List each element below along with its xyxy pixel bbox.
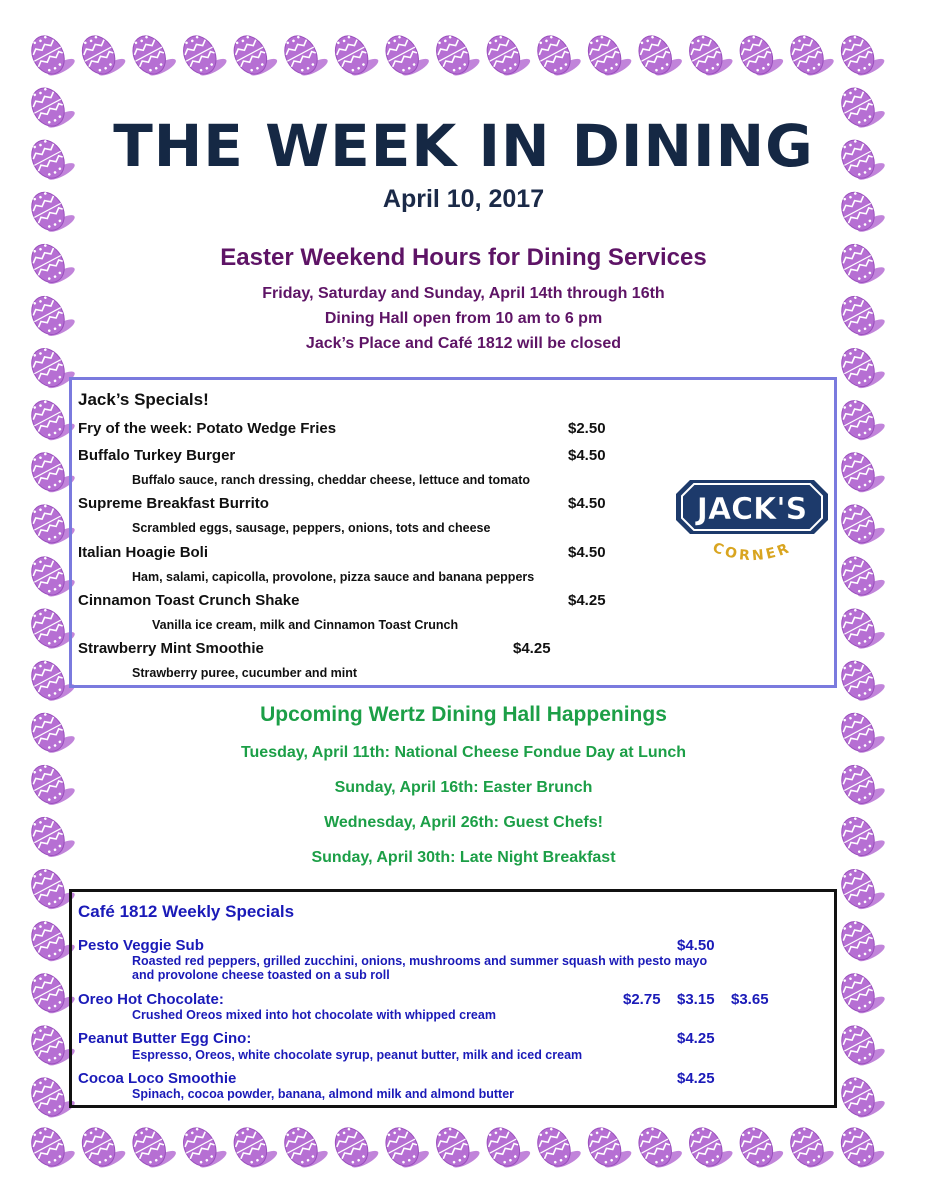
issue-date: April 10, 2017 xyxy=(382,185,545,213)
menu-item-name: Fry of the week: Potato Wedge Fries xyxy=(78,420,337,437)
easter-egg-icon xyxy=(835,444,887,498)
menu-item-price: $4.25 xyxy=(677,1030,715,1047)
menu-item-price: $4.50 xyxy=(568,544,606,561)
menu-item-description: Ham, salami, capicolla, provolone, pizza sauce and banana peppers xyxy=(132,570,535,584)
easter-egg-icon xyxy=(380,27,432,81)
easter-egg-icon xyxy=(633,1119,685,1173)
easter-egg-icon xyxy=(25,1119,77,1173)
logo-main-text: JACK'S xyxy=(696,492,808,527)
easter-egg-icon xyxy=(531,1119,583,1173)
easter-egg-icon xyxy=(228,1119,280,1173)
easter-egg-icon xyxy=(835,601,887,655)
easter-egg-icon xyxy=(835,861,887,915)
easter-egg-icon xyxy=(481,1119,533,1173)
menu-item-description: Espresso, Oreos, white chocolate syrup, peanut butter, milk and iced cream xyxy=(132,1048,583,1062)
menu-item-description: Scrambled eggs, sausage, peppers, onions, tots and cheese xyxy=(132,521,491,535)
menu-item-description: Vanilla ice cream, milk and Cinnamon Toast Crunch xyxy=(152,618,459,632)
easter-egg-icon xyxy=(76,27,128,81)
easter-egg-icon xyxy=(835,27,887,81)
wertz-event: Wednesday, April 26th: Guest Chefs! xyxy=(324,814,603,831)
easter-egg-icon xyxy=(835,1069,887,1123)
easter-egg-icon xyxy=(835,496,887,550)
easter-egg-icon xyxy=(228,27,280,81)
menu-item-price: $4.25 xyxy=(677,1070,715,1087)
wertz-event: Tuesday, April 11th: National Cheese Fondue Day at Lunch xyxy=(240,744,687,761)
menu-item-price: $4.25 xyxy=(513,640,551,657)
menu-item-price: $4.25 xyxy=(568,592,606,609)
easter-egg-icon xyxy=(784,1119,836,1173)
menu-item-name: Pesto Veggie Sub xyxy=(78,937,204,954)
easter-egg-icon xyxy=(76,1119,128,1173)
menu-item-name: Buffalo Turkey Burger xyxy=(78,447,236,464)
menu-item-price: $4.50 xyxy=(568,495,606,512)
menu-item-name: Oreo Hot Chocolate: xyxy=(78,991,224,1008)
easter-egg-icon xyxy=(835,965,887,1019)
menu-item-price: $3.65 xyxy=(731,991,769,1008)
easter-egg-icon xyxy=(835,1017,887,1071)
menu-item-description: Roasted red peppers, grilled zucchini, onions, mushrooms and summer squash with pesto mayo xyxy=(132,954,708,968)
menu-item-name: Cinnamon Toast Crunch Shake xyxy=(78,592,300,609)
easter-egg-icon xyxy=(430,1119,482,1173)
menu-item-name: Strawberry Mint Smoothie xyxy=(78,640,264,657)
menu-item-description: Spinach, cocoa powder, banana, almond milk and almond butter xyxy=(132,1087,515,1101)
menu-item-description: Crushed Oreos mixed into hot chocolate with whipped cream xyxy=(132,1008,496,1022)
easter-egg-icon xyxy=(430,27,482,81)
easter-egg-icon xyxy=(582,1119,634,1173)
menu-item-price: $4.50 xyxy=(568,447,606,464)
cafe-1812-specials-box xyxy=(69,889,837,1108)
easter-egg-icon xyxy=(683,1119,735,1173)
easter-egg-icon xyxy=(329,1119,381,1173)
menu-item-name: Italian Hoagie Boli xyxy=(78,544,209,561)
wertz-event: Sunday, April 16th: Easter Brunch xyxy=(334,779,593,796)
easter-egg-icon xyxy=(734,1119,786,1173)
easter-egg-icon xyxy=(25,27,77,81)
easter-egg-icon xyxy=(329,27,381,81)
easter-egg-icon xyxy=(380,1119,432,1173)
menu-item-name: Supreme Breakfast Burrito xyxy=(78,495,269,512)
easter-egg-icon xyxy=(127,27,179,81)
easter-egg-icon xyxy=(835,913,887,967)
menu-item-description: Strawberry puree, cucumber and mint xyxy=(132,666,358,680)
page-title: THE WEEK IN DINING xyxy=(113,112,814,180)
easter-egg-icon xyxy=(784,27,836,81)
easter-egg-icon xyxy=(127,1119,179,1173)
jacks-corner-logo xyxy=(672,472,832,582)
menu-item-description: Buffalo sauce, ranch dressing, cheddar cheese, lettuce and tomato xyxy=(132,473,531,487)
easter-egg-icon xyxy=(278,1119,330,1173)
jacks-heading: Jack’s Specials! xyxy=(78,390,209,409)
easter-hours-heading: Easter Weekend Hours for Dining Services xyxy=(220,244,707,271)
logo-sub-text: CORNER xyxy=(710,539,794,565)
easter-egg-icon xyxy=(177,27,229,81)
easter-egg-icon xyxy=(278,27,330,81)
easter-egg-icon xyxy=(531,27,583,81)
easter-hours-line: Friday, Saturday and Sunday, April 14th through 16th xyxy=(262,285,665,302)
easter-egg-icon xyxy=(177,1119,229,1173)
wertz-event: Sunday, April 30th: Late Night Breakfast xyxy=(311,849,616,866)
wertz-happenings-heading: Upcoming Wertz Dining Hall Happenings xyxy=(260,703,667,726)
menu-item-price: $3.15 xyxy=(677,991,715,1008)
easter-egg-icon xyxy=(683,27,735,81)
easter-egg-icon xyxy=(633,27,685,81)
menu-item-name: Peanut Butter Egg Cino: xyxy=(78,1030,252,1047)
jacks-specials-box xyxy=(69,377,837,688)
menu-item-price: $2.75 xyxy=(623,991,661,1008)
menu-item-price: $2.50 xyxy=(568,420,606,437)
easter-egg-icon xyxy=(835,392,887,446)
easter-egg-icon xyxy=(582,27,634,81)
cafe-heading: Café 1812 Weekly Specials xyxy=(78,902,295,921)
easter-egg-icon xyxy=(734,27,786,81)
menu-item-name: Cocoa Loco Smoothie xyxy=(78,1070,237,1087)
easter-egg-icon xyxy=(835,653,887,707)
easter-egg-icon xyxy=(835,1119,887,1173)
easter-egg-icon xyxy=(835,548,887,602)
menu-item-description: and provolone cheese toasted on a sub roll xyxy=(132,968,390,982)
easter-hours-line: Jack’s Place and Café 1812 will be closed xyxy=(305,335,622,352)
easter-hours-line: Dining Hall open from 10 am to 6 pm xyxy=(324,310,603,327)
menu-item-price: $4.50 xyxy=(677,937,715,954)
easter-egg-icon xyxy=(481,27,533,81)
